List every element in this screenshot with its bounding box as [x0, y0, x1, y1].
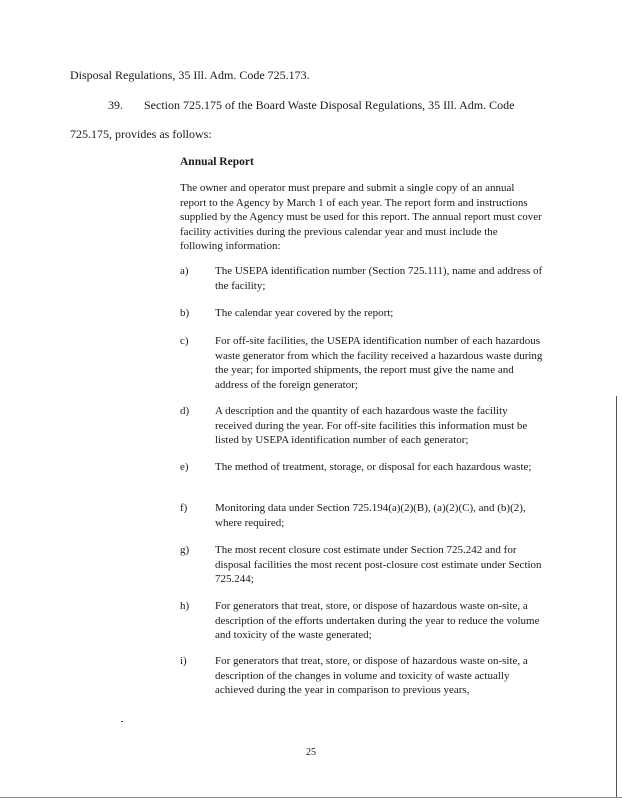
list-item-letter: f): [180, 502, 188, 514]
list-item-text: The USEPA identification number (Section 725.111), name and address of the facility;: [215, 265, 543, 292]
paragraph-text: Section 725.175 of the Board Waste Disposal Regulations, 35 Ill. Adm. Code: [144, 98, 515, 112]
list-item-letter: c): [180, 335, 189, 347]
list-item-letter: a): [180, 265, 189, 277]
paragraph-continuation: 725.175, provides as follows:: [70, 127, 212, 141]
list-item-text: For generators that treat, store, or dispose of hazardous waste on-site, a description of the efforts undertaken during the year to reduce the volume and toxicity of the waste generated;: [215, 600, 540, 641]
list-item-text: Monitoring data under Section 725.194(a)(2)(B), (a)(2)(C), and (b)(2), where required;: [215, 502, 526, 529]
scan-edge-right: [616, 396, 617, 798]
list-item-text: For off-site facilities, the USEPA identification number of each hazardous waste generator from which the facility received a hazardous waste during the year; for imported shipments, the report must give the name and address of the foreign generator;: [215, 335, 543, 391]
page-number: 25: [306, 747, 316, 758]
quote-heading: Annual Report: [180, 156, 254, 168]
list-item-letter: i): [180, 655, 187, 667]
list-item-text: The method of treatment, storage, or disposal for each hazardous waste;: [215, 461, 532, 473]
list-item-letter: g): [180, 544, 190, 556]
scan-speck: [121, 721, 123, 722]
list-item-letter: b): [180, 307, 190, 319]
list-item-letter: d): [180, 405, 190, 417]
continuation-line: Disposal Regulations, 35 Ill. Adm. Code 725.173.: [70, 68, 310, 82]
list-item-text: A description and the quantity of each hazardous waste the facility received during the year. For off-site facilities this information must be listed by USEPA identification number of each generator;: [215, 405, 528, 446]
list-item-text: For generators that treat, store, or dispose of hazardous waste on-site, a description of the changes in volume and toxicity of waste actually achieved during the year in comparison to previous years,: [215, 655, 528, 696]
list-item-text: The most recent closure cost estimate under Section 725.242 and for disposal facilities the most recent post-closure cost estimate under Section 725.244;: [215, 544, 542, 585]
list-item-letter: h): [180, 600, 190, 612]
scan-edge-bottom: [0, 797, 622, 798]
list-item-letter: e): [180, 461, 189, 473]
quote-intro: The owner and operator must prepare and submit a single copy of an annual report to the Agency by March 1 of each year. The report form and instructions supplied by the Agency must be used for this report. The annual report must cover facility activities during the previous calendar year and must include the following information:: [180, 182, 542, 253]
paragraph-number: 39.: [108, 98, 123, 112]
list-item-text: The calendar year covered by the report;: [215, 307, 394, 319]
